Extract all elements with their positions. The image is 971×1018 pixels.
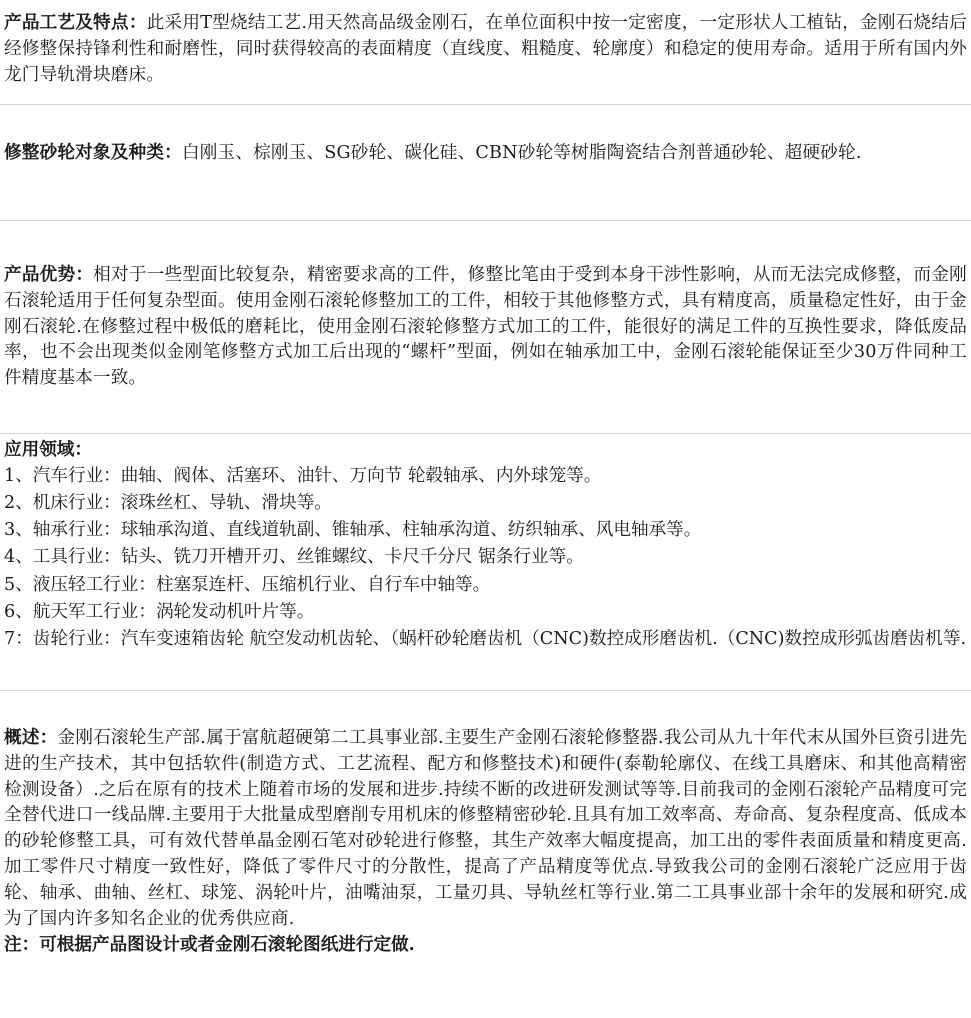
- applications-title: 应用领域：: [4, 439, 92, 460]
- overview-section: [0, 725, 971, 958]
- custom-order-note: 注：可根据产品图设计或者金刚石滚轮图纸进行定做.: [4, 934, 415, 956]
- overview-label: 概述：: [4, 727, 58, 748]
- divider: [0, 104, 971, 105]
- process-section: [0, 10, 971, 88]
- application-item: 2、机床行业：滚珠丝杠、导轨、滑块等。: [4, 493, 332, 513]
- advantages-label: 产品优势：: [4, 264, 94, 285]
- targets-paragraph: [0, 140, 971, 167]
- process-text: 此采用T型烧结工艺.用天然高品级金刚石，在单位面积中按一定密度，一定形状人工植钻，金刚石烧结后经修整保持锋利性和耐磨性，同时获得较高的表面精度（直线度、粗糙度、轮廓度）和稳定的使用寿命。适用于所有国内外龙门导轨滑块磨床。: [4, 13, 968, 85]
- application-item: 1、汽车行业：曲轴、阀体、活塞环、油针、万向节 轮毂轴承、内外球笼等。: [4, 465, 602, 486]
- targets-section: [0, 140, 971, 167]
- advantages-section: [0, 262, 971, 392]
- application-item: 5、液压轻工行业：柱塞泵连杆、压缩机行业、自行车中轴等。: [4, 574, 491, 595]
- advantages-paragraph: [0, 262, 971, 392]
- application-item: 7：齿轮行业：汽车变速箱齿轮 航空发动机齿轮、（蜗杆砂轮磨齿机（CNC)数控成形磨齿机.（CNC)数控成形弧齿磨齿机等.: [4, 629, 967, 650]
- applications-section: [0, 437, 971, 653]
- application-item: 6、航天军工行业：涡轮发动机叶片等。: [4, 601, 315, 622]
- process-label: 产品工艺及特点：: [4, 12, 147, 33]
- application-item: 4、工具行业：钻头、铣刀开槽开刃、丝锥螺纹、卡尺千分尺 锯条行业等。: [4, 547, 584, 568]
- divider: [0, 690, 971, 691]
- divider: [0, 433, 971, 434]
- divider: [0, 220, 971, 221]
- overview-paragraph: [0, 725, 971, 932]
- targets-text: 白刚玉、棕刚玉、SG砂轮、碳化硅、CBN砂轮等树脂陶瓷结合剂普通砂轮、超硬砂轮.: [181, 143, 862, 163]
- overview-text: 金刚石滚轮生产部.属于富航超硬第二工具事业部.主要生产金刚石滚轮修整器.我公司从九十年代末从国外巨资引进先进的生产技术，其中包括软件(制造方式、工艺流程、配方和修整技术)和硬件(泰勒轮廓仪、在线工具磨床、和其他高精密检测设备）.之后在原有的技术上随着市场的发展和进步.持续不断的改进研发测试等等.目前我司的金刚石滚轮产品精度可完全替代进口一线品牌.主要用于大批量成型磨削专用机床的修整精密砂轮.且具有加工效率高、寿命高、复杂程度高、低成本的砂轮修整工具，可有效代替单晶金刚石笔对砂轮进行修整，其生产效率大幅度提高，加工出的零件表面质量和精度更高.加工零件尺寸精度一致性好，降低了零件尺寸的分散性，提高了产品精度等优点.导致我公司的金刚石滚轮广泛应用于齿轮、轴承、曲轴、丝杠、球笼、涡轮叶片，油嘴油泵，工量刃具、导轨丝杠等行业.第二工具事业部十余年的发展和研究.成为了国内许多知名企业的优秀供应商.: [4, 728, 967, 929]
- application-item: 3、轴承行业：球轴承沟道、直线道轨副、锥轴承、柱轴承沟道、纺织轴承、风电轴承等。: [4, 520, 702, 541]
- process-paragraph: [0, 10, 971, 88]
- advantages-text: 相对于一些型面比较复杂，精密要求高的工件，修整比笔由于受到本身干涉性影响，从而无法完成修整，而金刚石滚轮适用于任何复杂型面。使用金刚石滚轮修整加工的工件，相较于其他修整方式，具有精度高，质量稳定性好，由于金刚石滚轮.在修整过程中极低的磨耗比，使用金刚石滚轮修整方式加工的工件，能很好的满足工件的互换性要求，降低废品率，也不会出现类似金刚笔修整方式加工后出现的“螺杆”型面，例如在轴承加工中，金刚石滚轮能保证至少30万件同种工件精度基本一致。: [4, 265, 967, 389]
- targets-label: 修整砂轮对象及种类：: [4, 142, 182, 163]
